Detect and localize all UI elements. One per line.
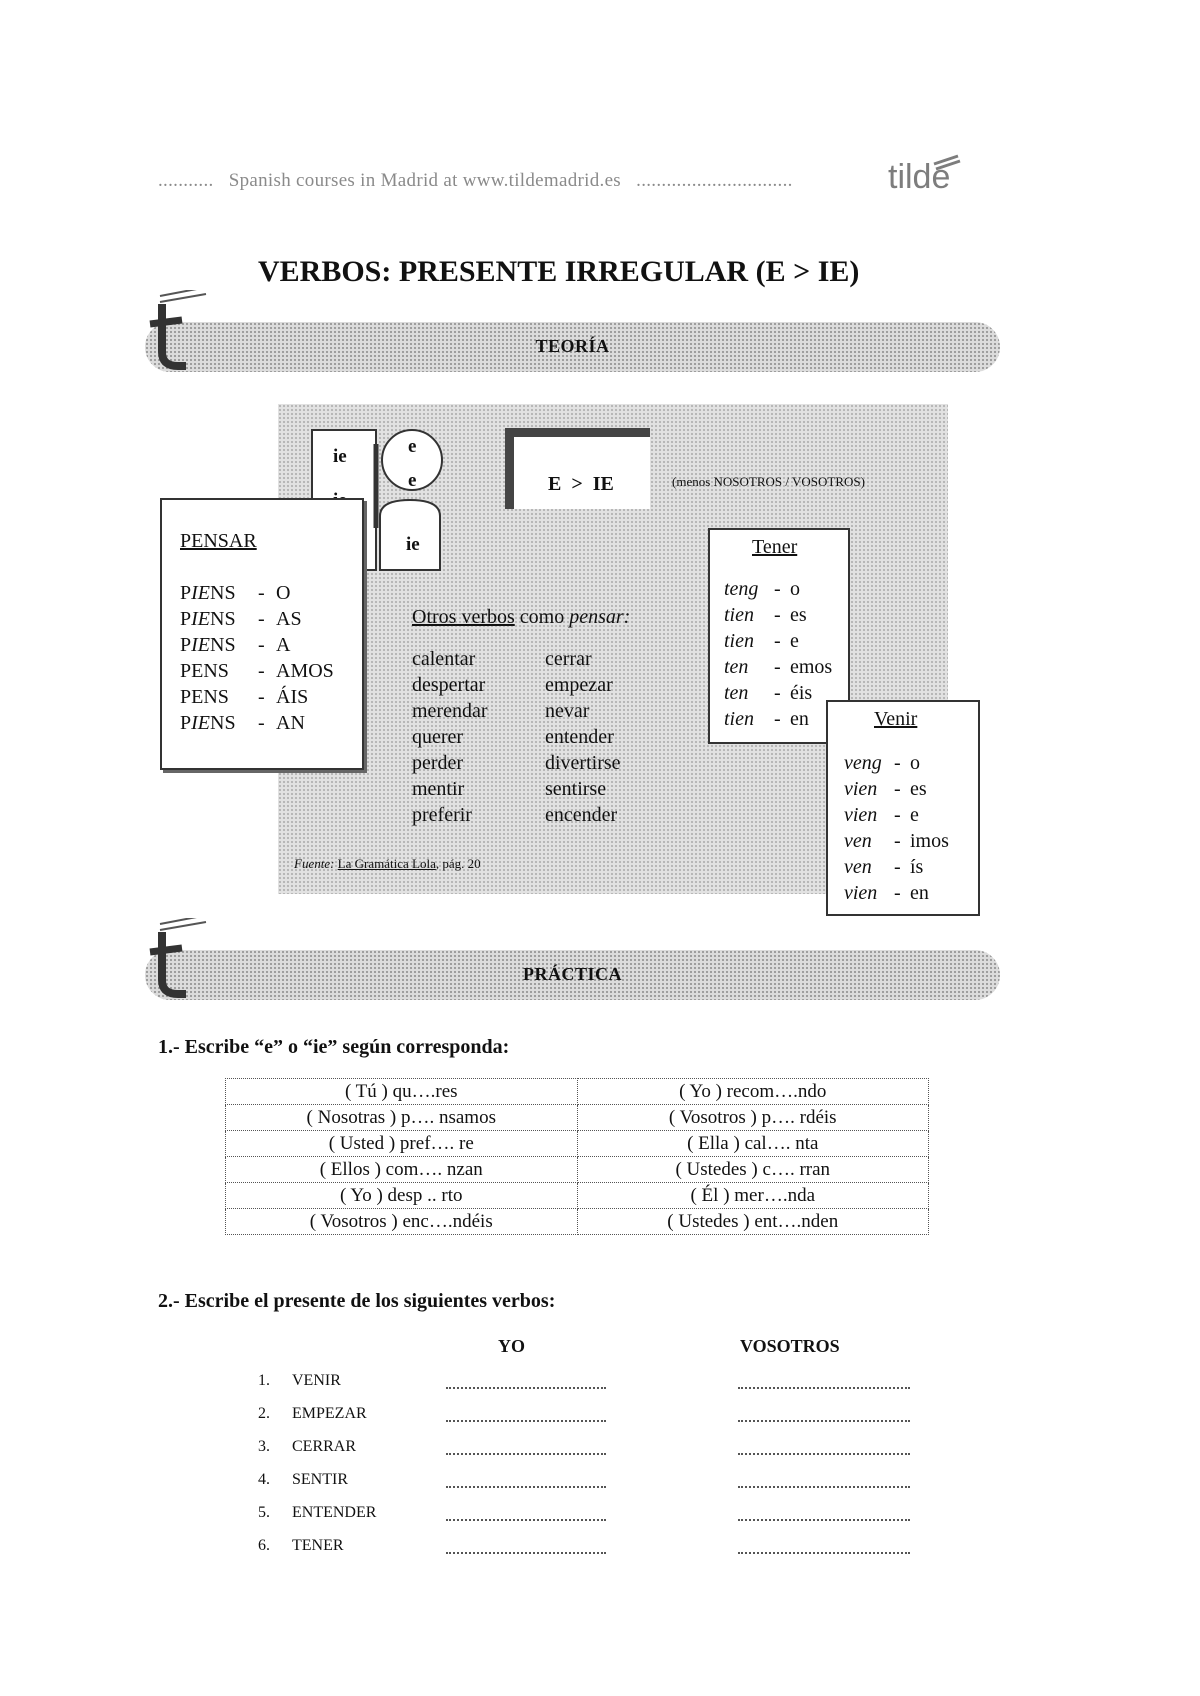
exercise1-row	[226, 1079, 929, 1105]
exercise1-cell-right: ( Yo ) recom….ndo	[577, 1079, 929, 1105]
exercise1-row	[226, 1209, 929, 1235]
venir-stem: ven	[844, 830, 872, 852]
exercise2-row	[258, 1535, 918, 1559]
otros-title-italic: pensar:	[569, 606, 631, 628]
pensar-stem-c: NS	[210, 634, 236, 656]
tener-stem: tien	[724, 630, 754, 652]
exercise1-cell-right: ( Ella ) cal…. nta	[577, 1131, 929, 1157]
item-number: 4.	[258, 1471, 270, 1488]
item-number: 3.	[258, 1438, 270, 1455]
pensar-ending: AN	[276, 712, 305, 734]
tener-stem: tien	[724, 604, 754, 626]
tener-sep: -	[774, 656, 781, 678]
exercise2-row	[258, 1469, 918, 1493]
pensar-stem	[180, 710, 236, 736]
verb-item: perder	[412, 752, 464, 774]
pensar-sep: -	[258, 660, 265, 682]
venir-stem: ven	[844, 856, 872, 878]
exercise1-cell-right: ( Ustedes ) c…. rran	[577, 1157, 929, 1183]
pensar-stem	[180, 580, 236, 606]
venir-ending: ís	[910, 856, 924, 878]
exercise1-row	[226, 1105, 929, 1131]
venir-ending: e	[910, 804, 919, 826]
pensar-stem-a: P	[180, 608, 192, 630]
verb-item: empezar	[545, 674, 613, 696]
venir-sep: -	[894, 830, 901, 852]
yo-answer-blank[interactable]	[446, 1518, 606, 1521]
tener-stem: ten	[724, 656, 749, 678]
header-line	[158, 170, 793, 192]
vosotros-answer-blank[interactable]	[738, 1551, 910, 1554]
venir-stem: veng	[844, 752, 882, 774]
fuente-page: , pág. 20	[435, 856, 481, 871]
verb-item: entender	[545, 726, 614, 748]
tilde-t-icon	[142, 918, 212, 998]
diagram-e-2: e	[408, 470, 417, 491]
pensar-stem-a: P	[180, 582, 192, 604]
page-title: VERBOS: PRESENTE IRREGULAR (E > IE)	[258, 255, 860, 288]
verb-item: nevar	[545, 700, 590, 722]
pensar-sep: -	[258, 634, 265, 656]
practica-label: PRÁCTICA	[522, 964, 622, 984]
fuente-book: La Gramática Lola	[337, 856, 436, 871]
yo-answer-blank[interactable]	[446, 1419, 606, 1422]
pensar-stem	[180, 658, 229, 684]
vosotros-answer-blank[interactable]	[738, 1485, 910, 1488]
verb-label: VENIR	[292, 1372, 341, 1389]
pensar-ending: A	[276, 634, 291, 656]
verb-item: calentar	[412, 648, 476, 670]
verb-item: sentirse	[545, 778, 607, 800]
diagram-ie-4: ie	[406, 534, 420, 555]
tener-title: Tener	[752, 536, 798, 558]
exercise1-cell-left: ( Usted ) pref…. re	[226, 1131, 578, 1157]
pensar-stem	[180, 606, 236, 632]
yo-answer-blank[interactable]	[446, 1386, 606, 1389]
pensar-stem-a: P	[180, 712, 192, 734]
tener-sep: -	[774, 578, 781, 600]
pensar-ending: O	[276, 582, 291, 604]
venir-sep: -	[894, 804, 901, 826]
exercise1-row	[226, 1157, 929, 1183]
venir-sep: -	[894, 752, 901, 774]
vosotros-answer-blank[interactable]	[738, 1386, 910, 1389]
pensar-ending: AS	[276, 608, 302, 630]
tilde-t-icon	[142, 290, 212, 370]
item-number: 2.	[258, 1405, 270, 1422]
exercise1-title: 1.- Escribe “e” o “ie” según corresponda:	[158, 1036, 510, 1058]
rule-note: (menos NOSOTROS / VOSOTROS)	[672, 474, 865, 489]
teoria-label: TEORÍA	[535, 336, 610, 356]
otros-title-rest: como	[519, 606, 565, 628]
yo-answer-blank[interactable]	[446, 1551, 606, 1554]
tener-ending: en	[790, 708, 809, 730]
yo-answer-blank[interactable]	[446, 1485, 606, 1488]
rule-box	[505, 428, 650, 509]
header-lead-dots: ...........	[158, 170, 214, 191]
fuente-label: Fuente:	[294, 856, 335, 871]
exercise1-cell-left: ( Ellos ) com…. nzan	[226, 1157, 578, 1183]
item-number: 1.	[258, 1372, 270, 1389]
practica-band	[145, 950, 1000, 1000]
pensar-ending: AMOS	[276, 660, 334, 682]
col-yo-header: YO	[498, 1336, 525, 1356]
venir-ending: o	[910, 752, 920, 774]
venir-stem: vien	[844, 778, 878, 800]
verb-label: SENTIR	[292, 1471, 348, 1488]
venir-sep: -	[894, 856, 901, 878]
vosotros-answer-blank[interactable]	[738, 1452, 910, 1455]
exercise1-cell-left: ( Vosotros ) enc….ndéis	[226, 1209, 578, 1235]
exercise2-row	[258, 1436, 918, 1460]
teoria-band	[145, 322, 1000, 372]
exercise1-cell-left: ( Nosotras ) p…. nsamos	[226, 1105, 578, 1131]
exercise1-cell-right: ( Vosotros ) p…. rdéis	[577, 1105, 929, 1131]
header-trail-line: ...............................	[636, 170, 793, 191]
pensar-stem	[180, 684, 229, 710]
pensar-stem-c: NS	[210, 608, 236, 630]
verb-label: CERRAR	[292, 1438, 357, 1455]
venir-ending: en	[910, 882, 929, 904]
exercise1-cell-right: ( Él ) mer….nda	[577, 1183, 929, 1209]
vosotros-answer-blank[interactable]	[738, 1419, 910, 1422]
pensar-title: PENSAR	[180, 530, 257, 552]
tener-stem: tien	[724, 708, 754, 730]
pensar-box	[160, 498, 364, 770]
verb-item: cerrar	[545, 648, 592, 670]
pensar-stem-ie: IE	[191, 608, 211, 630]
venir-stem: vien	[844, 882, 878, 904]
pensar-stem-a: P	[180, 634, 192, 656]
item-number: 6.	[258, 1537, 270, 1554]
col-vosotros-header: VOSOTROS	[740, 1336, 840, 1356]
exercise1-row	[226, 1131, 929, 1157]
tener-ending: emos	[790, 656, 833, 678]
verb-label: ENTENDER	[292, 1504, 377, 1521]
tener-sep: -	[774, 630, 781, 652]
verb-item: encender	[545, 804, 618, 826]
exercise2-title: 2.- Escribe el presente de los siguientes verbos:	[158, 1290, 556, 1312]
verb-item: merendar	[412, 700, 488, 722]
exercise1-cell-right: ( Ustedes ) ent….nden	[577, 1209, 929, 1235]
item-number: 5.	[258, 1504, 270, 1521]
tener-sep: -	[774, 682, 781, 704]
pensar-stem-c: NS	[210, 712, 236, 734]
tener-stem: teng	[724, 578, 759, 600]
venir-ending: es	[910, 778, 927, 800]
pensar-stem-ie: IE	[191, 712, 211, 734]
exercise1-row	[226, 1183, 929, 1209]
otros-title-underlined: Otros verbos	[412, 606, 515, 628]
venir-ending: imos	[910, 830, 949, 852]
pensar-stem-c: NS	[210, 582, 236, 604]
verb-item: divertirse	[545, 752, 621, 774]
venir-stem: vien	[844, 804, 878, 826]
exercise1-table	[225, 1078, 929, 1235]
pensar-sep: -	[258, 712, 265, 734]
tilde-logo-text: tilde	[888, 158, 951, 196]
tener-ending: e	[790, 630, 799, 652]
tener-stem: ten	[724, 682, 749, 704]
pensar-stem-ie: IE	[191, 582, 211, 604]
tener-sep: -	[774, 604, 781, 626]
venir-box	[826, 700, 980, 916]
exercise2-row	[258, 1403, 918, 1427]
verb-label: EMPEZAR	[292, 1405, 367, 1422]
venir-title: Venir	[874, 708, 918, 730]
pensar-stem-a: PENS	[180, 686, 229, 708]
header-site-text: Spanish courses in Madrid at www.tildemadrid.es	[228, 170, 621, 191]
otros-verbos-title	[412, 604, 630, 630]
pensar-stem	[180, 632, 236, 658]
yo-answer-blank[interactable]	[446, 1452, 606, 1455]
exercise1-cell-left: ( Yo ) desp .. rto	[226, 1183, 578, 1209]
diagram-e-1: e	[408, 436, 417, 457]
tener-ending: es	[790, 604, 807, 626]
exercise2-row	[258, 1370, 918, 1394]
tener-ending: éis	[790, 682, 813, 704]
verb-item: mentir	[412, 778, 465, 800]
pensar-sep: -	[258, 608, 265, 630]
pensar-stem-ie: IE	[191, 634, 211, 656]
pensar-stem-a: PENS	[180, 660, 229, 682]
vosotros-answer-blank[interactable]	[738, 1518, 910, 1521]
rule-text: E > IE	[548, 473, 614, 495]
verb-label: TENER	[292, 1537, 344, 1554]
tener-ending: o	[790, 578, 800, 600]
diagram-ie-1: ie	[333, 446, 347, 467]
venir-sep: -	[894, 778, 901, 800]
pensar-ending: ÁIS	[276, 686, 309, 708]
venir-sep: -	[894, 882, 901, 904]
tener-sep: -	[774, 708, 781, 730]
pensar-sep: -	[258, 686, 265, 708]
fuente-note	[294, 856, 481, 872]
verb-item: preferir	[412, 804, 472, 826]
pensar-sep: -	[258, 582, 265, 604]
exercise2-row	[258, 1502, 918, 1526]
verb-item: querer	[412, 726, 464, 748]
verb-item: despertar	[412, 674, 486, 696]
tilde-logo	[888, 152, 968, 202]
exercise1-cell-left: ( Tú ) qu….res	[226, 1079, 578, 1105]
